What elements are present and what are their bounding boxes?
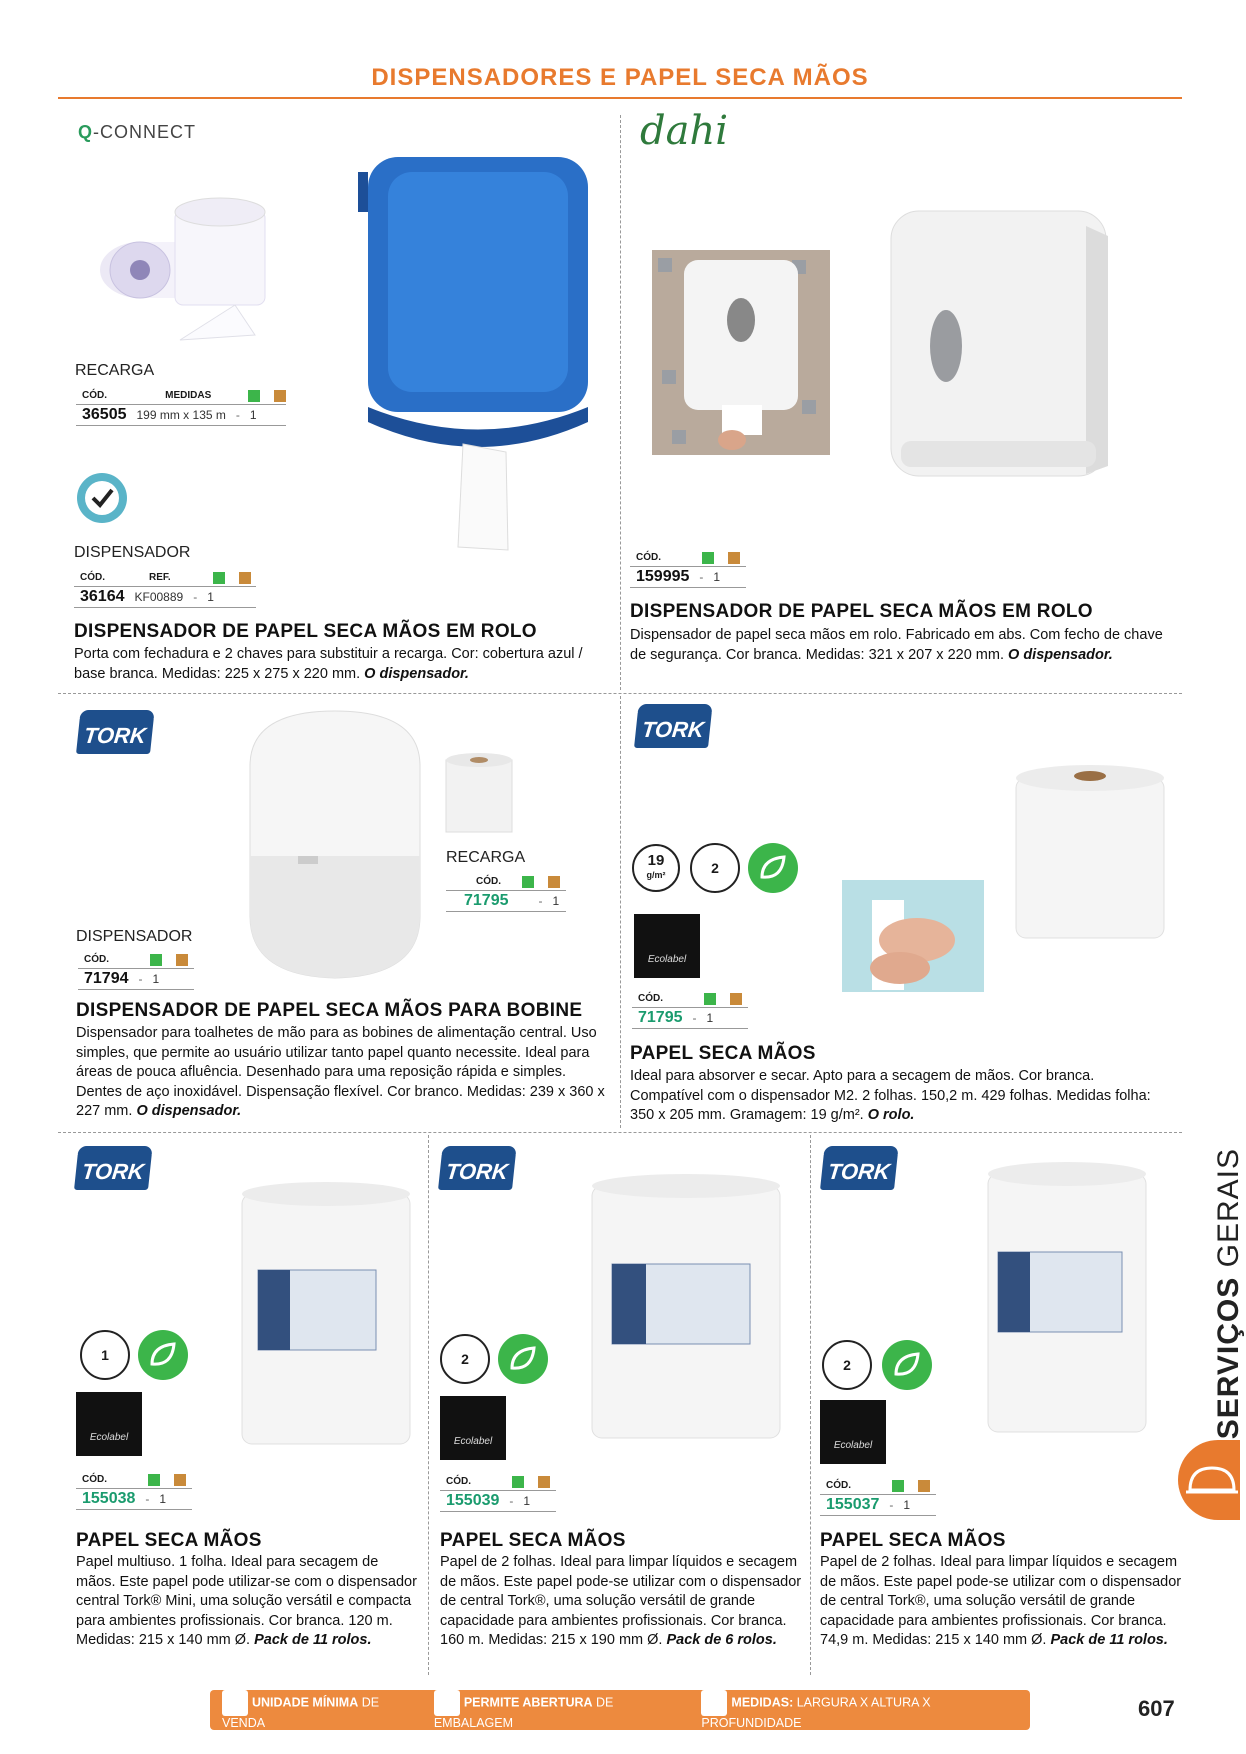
- tork-roll-image: [590, 1172, 782, 1442]
- cod-header: CÓD.: [826, 1480, 851, 1491]
- bobine-dispenser-image: [240, 706, 430, 986]
- measures-value: 199 mm x 135 m: [136, 408, 226, 422]
- description-text: Ideal para absorver e secar. Apto para a secagem de mãos. Cor branca. Compatível com o dispensador M2. 2 folhas. 150,2 m. 429 folhas. Medidas folha: 350 x 205 mm. Gramagem: 19 g/m².: [630, 1068, 1151, 1123]
- refill-label: RECARGA: [446, 849, 526, 866]
- ecolabel-logo: Ecolabel: [634, 914, 700, 978]
- min-qty: 1: [159, 1492, 167, 1506]
- page-title: DISPENSADORES E PAPEL SECA MÃOS: [371, 64, 869, 91]
- ply-badge: 2: [440, 1334, 490, 1384]
- product-description: [76, 1024, 606, 1122]
- product-title: DISPENSADOR DE PAPEL SECA MÃOS EM ROLO: [74, 621, 537, 642]
- ecolabel-logo: Ecolabel: [440, 1396, 506, 1460]
- qconnect-logo: Q-CONNECT: [78, 122, 197, 142]
- product-code-table: [440, 1476, 556, 1512]
- product-code: 71794: [84, 970, 129, 987]
- description-text: Porta com fechadura e 2 chaves para substituir a recarga. Cor: cobertura azul / base branca. Medidas: 225 x 275 x 220 mm.: [74, 646, 583, 682]
- divider: [58, 693, 1182, 694]
- product-code: 36164: [80, 588, 125, 605]
- description-emphasis: Pack de 6 rolos.: [666, 1632, 777, 1648]
- open-box-icon: [148, 1474, 160, 1486]
- product-description: [820, 1553, 1182, 1651]
- legend-measures: [701, 1690, 1018, 1730]
- product-code: 71795: [464, 892, 509, 909]
- legend-open-bold: PERMITE ABERTURA: [463, 1695, 593, 1710]
- section-side-tab[interactable]: [1212, 1148, 1246, 1439]
- product-code-table: [76, 1474, 192, 1510]
- refill-label: RECARGA: [75, 362, 155, 379]
- product-code: 71795: [638, 1009, 683, 1026]
- product-code: 36505: [82, 406, 127, 423]
- dash: -: [692, 1011, 697, 1025]
- box-icon: [918, 1480, 930, 1492]
- min-qty: 1: [152, 972, 160, 986]
- tork-logo: TORK: [76, 716, 154, 754]
- min-qty: 1: [523, 1494, 531, 1508]
- box-icon: [239, 572, 251, 584]
- cod-header: CÓD.: [476, 876, 501, 887]
- divider: [620, 696, 621, 1128]
- dash: -: [699, 570, 704, 584]
- ply-badge: 2: [690, 843, 740, 893]
- waiter-cloche-icon[interactable]: [1178, 1440, 1240, 1520]
- description-emphasis: Pack de 11 rolos.: [1050, 1632, 1168, 1648]
- product-description: [630, 1067, 1170, 1126]
- ref-value: KF00889: [134, 590, 184, 604]
- product-title: PAPEL SECA MÃOS: [820, 1530, 1006, 1551]
- cod-header: CÓD.: [446, 1476, 471, 1487]
- section-name-light: GERAIS: [1212, 1148, 1245, 1268]
- description-text: Dispensador de papel seca mãos em rolo. Fabricado em abs. Com fecho de chave de segurança. Cor branca. Medidas: 321 x 207 x 220 mm.: [630, 627, 1163, 663]
- dahi-logo: dahi: [640, 108, 729, 154]
- product-code-table: [630, 552, 746, 588]
- product-title: PAPEL SECA MÃOS: [440, 1530, 626, 1551]
- open-box-icon: [892, 1480, 904, 1492]
- min-qty: 1: [706, 1011, 714, 1025]
- min-qty: 1: [249, 408, 257, 422]
- tork-logo: TORK: [74, 1152, 152, 1190]
- box-icon: [538, 1476, 550, 1488]
- tork-roll-image: [240, 1180, 412, 1448]
- dispenser-label: DISPENSADOR: [74, 544, 191, 561]
- product-description: [76, 1553, 421, 1651]
- cod-header: CÓD.: [80, 572, 105, 583]
- refill-roll-image: [444, 752, 514, 836]
- measure-icon: [701, 1690, 727, 1716]
- ref-header: REF.: [149, 572, 171, 583]
- open-box-icon: [434, 1690, 460, 1716]
- description-text: Dispensador para toalhetes de mão para as bobines de alimentação central. Uso simples, que permite ao usuário utilizar tanto papel quanto necessite. Ideal para áreas de pouca afluência. Desenhado para uma reposição rápida e simples. Dentes de aço inoxidável. Dispensação flexível. Cor branco. Medidas: 239 x 360 x 227 mm.: [76, 1025, 605, 1119]
- box-icon: [174, 1474, 186, 1486]
- refill-code-table: [446, 876, 566, 912]
- legend-bar: [210, 1690, 1030, 1730]
- dispenser-label: DISPENSADOR: [76, 928, 193, 945]
- product-code: 155037: [826, 1496, 880, 1513]
- leaf-icon: [138, 1330, 188, 1380]
- cod-header: CÓD.: [638, 993, 663, 1004]
- product-description: [440, 1553, 802, 1651]
- dash: -: [138, 972, 143, 986]
- divider: [810, 1135, 811, 1675]
- dash: -: [538, 894, 543, 908]
- product-code: 159995: [636, 568, 690, 585]
- ecolabel-logo: Ecolabel: [820, 1400, 886, 1464]
- page-number: 607: [1138, 1696, 1175, 1721]
- description-emphasis: O dispensador.: [364, 665, 469, 682]
- white-dispenser-image: [886, 206, 1116, 481]
- product-title: PAPEL SECA MÃOS: [630, 1043, 816, 1064]
- description-text: Papel de 2 folhas. Ideal para limpar líquidos e secagem de mãos. Este papel pode-se utilizar com o dispensador de central Tork®, uma solução versátil de grande capacidade para ambientes profissionais. Cor branca. 74,9 m. Medidas: 215 x 140 mm Ø.: [820, 1554, 1182, 1648]
- dispenser-code-table: [78, 954, 194, 990]
- leaf-icon: [748, 843, 798, 893]
- box-icon: [176, 954, 188, 966]
- measures-header: MEDIDAS: [165, 390, 212, 401]
- dispenser-code-table: [74, 572, 256, 608]
- open-box-icon: [248, 390, 260, 402]
- legend-open: [434, 1690, 684, 1730]
- description-emphasis: O dispensador.: [136, 1103, 242, 1119]
- cod-header: CÓD.: [82, 1474, 107, 1485]
- dash: -: [235, 408, 240, 422]
- blue-dispenser-image: [358, 152, 598, 562]
- description-emphasis: O dispensador.: [1008, 646, 1113, 663]
- open-box-icon: [213, 572, 225, 584]
- divider: [428, 1135, 429, 1675]
- open-box-icon: [702, 552, 714, 564]
- refill-rolls-image: [85, 190, 295, 350]
- product-title: PAPEL SECA MÃOS: [76, 1530, 262, 1551]
- product-code: 155038: [82, 1490, 136, 1507]
- product-title: DISPENSADOR DE PAPEL SECA MÃOS PARA BOBINE: [76, 1000, 583, 1021]
- legend-open-rest: DE EMBALAGEM: [433, 1695, 614, 1730]
- legend-unit: [222, 1690, 416, 1730]
- min-qty: 1: [903, 1498, 911, 1512]
- leaf-icon: [882, 1340, 932, 1390]
- box-icon: [274, 390, 286, 402]
- description-text: Papel de 2 folhas. Ideal para limpar líquidos e secagem de mãos. Este papel pode-se utilizar com o dispensador de central Tork®, uma solução versátil de grande capacidade para ambientes profissionais. Cor branca. 160 m. Medidas: 215 x 190 mm Ø.: [440, 1554, 802, 1648]
- grammage-badge: [632, 844, 680, 892]
- box-icon: [728, 552, 740, 564]
- dash: -: [193, 590, 198, 604]
- tork-logo: TORK: [438, 1152, 516, 1190]
- dash: -: [145, 1492, 150, 1506]
- hands-drying-photo: [842, 880, 984, 992]
- tork-logo: TORK: [820, 1152, 898, 1190]
- min-qty: 1: [552, 894, 560, 908]
- cod-header: CÓD.: [82, 390, 107, 401]
- divider: [58, 1132, 1182, 1133]
- cod-header: CÓD.: [84, 954, 109, 965]
- tork-logo: TORK: [634, 710, 712, 748]
- divider: [620, 115, 621, 690]
- tork-roll-image: [986, 1160, 1148, 1436]
- paper-roll-image: [1014, 764, 1166, 944]
- ply-badge: 2: [822, 1340, 872, 1390]
- open-box-icon: [512, 1476, 524, 1488]
- dash: -: [889, 1498, 894, 1512]
- check-seal-icon: [76, 472, 128, 524]
- legend-unit-bold: UNIDADE MÍNIMA: [252, 1695, 359, 1710]
- box-icon: [548, 876, 560, 888]
- product-code-table: [820, 1480, 936, 1516]
- section-name-bold: SERVIÇOS: [1212, 1276, 1245, 1440]
- refill-code-table: [76, 390, 286, 426]
- open-box-icon: [522, 876, 534, 888]
- min-qty: 1: [713, 570, 721, 584]
- description-emphasis: O rolo.: [867, 1107, 915, 1123]
- box-icon: [222, 1690, 248, 1716]
- ecolabel-logo: Ecolabel: [76, 1392, 142, 1456]
- title-rule: [58, 97, 1182, 99]
- legend-measures-rest: LARGURA X ALTURA X PROFUNDIDADE: [701, 1695, 931, 1730]
- product-code-table: [632, 993, 748, 1029]
- legend-measures-bold: MEDIDAS:: [731, 1695, 794, 1710]
- box-icon: [730, 993, 742, 1005]
- product-description: [630, 626, 1170, 665]
- grammage-unit: g/m²: [646, 870, 666, 880]
- legend-unit-rest: DE VENDA: [222, 1695, 380, 1730]
- product-title: DISPENSADOR DE PAPEL SECA MÃOS EM ROLO: [630, 601, 1093, 622]
- product-description: [74, 645, 604, 684]
- product-code: 155039: [446, 1492, 500, 1509]
- grammage-value: 19: [647, 852, 665, 869]
- leaf-icon: [498, 1334, 548, 1384]
- cod-header: CÓD.: [636, 552, 661, 563]
- dash: -: [509, 1494, 514, 1508]
- open-box-icon: [150, 954, 162, 966]
- min-qty: 1: [207, 590, 214, 604]
- ply-badge: 1: [80, 1330, 130, 1380]
- description-emphasis: Pack de 11 rolos.: [254, 1632, 372, 1648]
- open-box-icon: [704, 993, 716, 1005]
- dispenser-wall-photo: [652, 250, 830, 455]
- description-text: Papel multiuso. 1 folha. Ideal para secagem de mãos. Este papel pode utilizar-se com o dispensador central Tork® Mini, uma solução versátil e compacta para ambientes profissionais. Cor branca. 120 m. Medidas: 215 x 140 mm Ø.: [76, 1554, 417, 1648]
